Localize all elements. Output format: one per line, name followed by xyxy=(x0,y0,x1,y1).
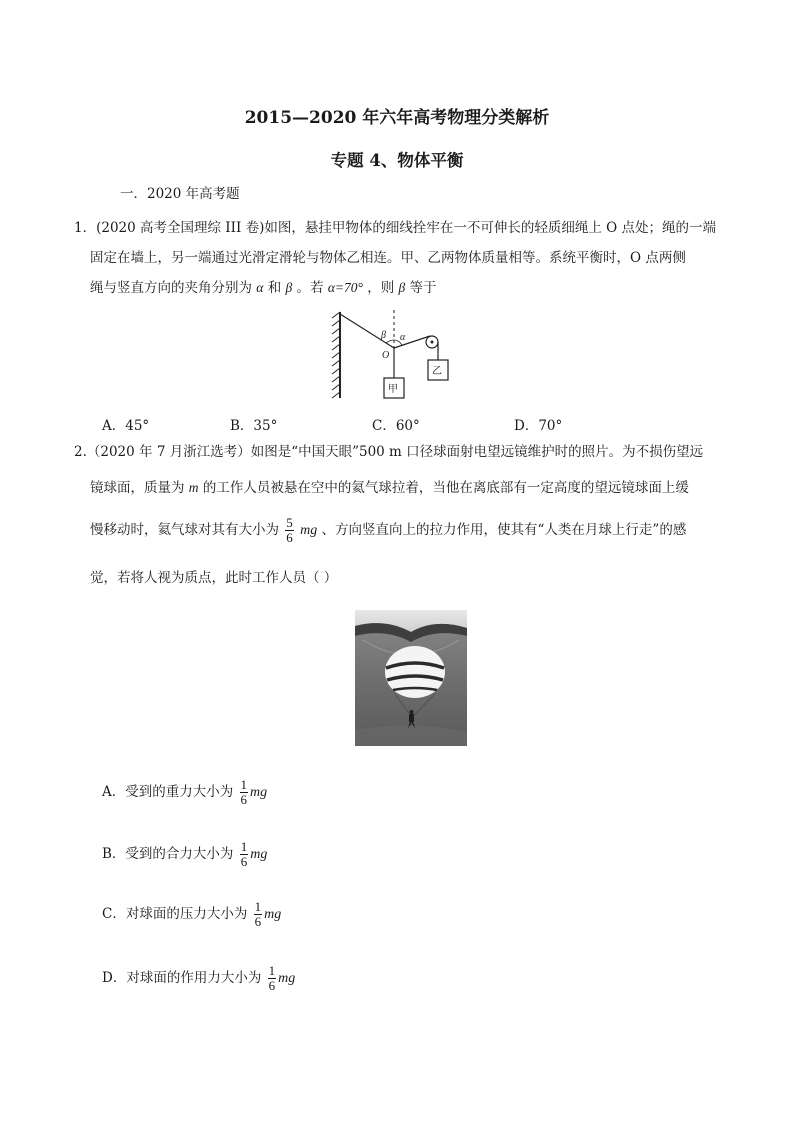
q2-line-3 xyxy=(90,516,686,545)
q1-alpha: α xyxy=(256,280,264,295)
label-O: O xyxy=(382,350,390,361)
label-yi: 乙 xyxy=(432,366,442,377)
q2-mass-symbol: m xyxy=(188,480,199,495)
q1-option-c[interactable]: C．60° xyxy=(372,418,420,434)
q2-option-a[interactable]: A．受到的重力大小为 $\frac{1}{6}$ mg xyxy=(102,777,268,807)
q1-text-b: 。若 xyxy=(296,280,324,296)
page-subtitle: 专题 4、物体平衡 xyxy=(330,151,464,170)
q1-option-a[interactable]: A．45° xyxy=(102,418,150,434)
fraction-one-sixth: $\frac{1}{6}$ xyxy=(240,839,248,869)
q2-line-4: 觉，若将人视为质点，此时工作人员（ ） xyxy=(90,570,338,586)
beta-arc xyxy=(386,340,394,343)
label-beta: β xyxy=(381,330,386,341)
q1-option-b[interactable]: B．35° xyxy=(230,418,278,434)
q2-text-c: 慢移动时，氦气球对其有大小为 xyxy=(90,522,279,538)
q1-line-1: 1．(2020 高考全国理综 III 卷)如图，悬挂甲物体的细线拴牢在一不可伸长的轻质细绳上 O 点处；绳的一端 xyxy=(74,220,717,236)
q2-text-d: 、方向竖直向上的拉力作用，使其有“人类在月球上行走”的感 xyxy=(321,522,687,538)
section-heading: 一．2020 年高考题 xyxy=(120,186,240,202)
q1-option-d[interactable]: D．70° xyxy=(514,418,563,434)
q1-beta: β xyxy=(285,280,293,295)
q2-option-c[interactable]: C．对球面的压力大小为 $\frac{1}{6}$ mg xyxy=(102,899,282,929)
q1-beta-2: β xyxy=(398,280,406,295)
q1-line-2: 固定在墙上，另一端通过光滑定滑轮与物体乙相连。甲、乙两物体质量相等。系统平衡时，O 点两侧 xyxy=(90,250,686,266)
fraction-one-sixth: $\frac{1}{6}$ xyxy=(268,963,276,993)
q2-option-b[interactable]: B．受到的合力大小为 $\frac{1}{6}$ mg xyxy=(102,839,268,869)
fraction-five-sixths: $\frac{5}{6}$ xyxy=(286,515,293,545)
page-title: 2015—2020 年六年高考物理分类解析 xyxy=(244,108,550,128)
q2-mg: mg xyxy=(300,523,318,538)
q2-line-1: 2.（2020 年 7 月浙江选考）如图是“中国天眼”500 m 口径球面射电望远镜维护时的照片。为不损伤望远 xyxy=(74,444,704,460)
q2-option-d[interactable]: D．对球面的作用力大小为 $\frac{1}{6}$ mg xyxy=(102,963,296,993)
q2-text-a: 镜球面，质量为 xyxy=(90,480,185,496)
label-jia: 甲 xyxy=(388,384,398,395)
fraction-one-sixth: $\frac{1}{6}$ xyxy=(254,899,262,929)
fraction-one-sixth: $\frac{1}{6}$ xyxy=(240,777,248,807)
q1-line-3 xyxy=(90,278,437,298)
q1-alpha-value: α=70° xyxy=(327,280,363,295)
telescope-photo xyxy=(355,610,467,746)
q1-figure xyxy=(320,306,460,406)
q1-text-c: ，则 xyxy=(367,280,395,296)
q1-and: 和 xyxy=(267,280,282,296)
q1-text-a: 绳与竖直方向的夹角分别为 xyxy=(90,280,252,296)
label-alpha: α xyxy=(400,332,406,343)
wall-hatching xyxy=(332,312,340,398)
q1-text-d: 等于 xyxy=(409,280,437,296)
q2-line-2 xyxy=(90,478,689,498)
q2-text-b: 的工作人员被悬在空中的氦气球拉着，当他在离底部有一定高度的望远镜球面上缓 xyxy=(202,480,689,496)
